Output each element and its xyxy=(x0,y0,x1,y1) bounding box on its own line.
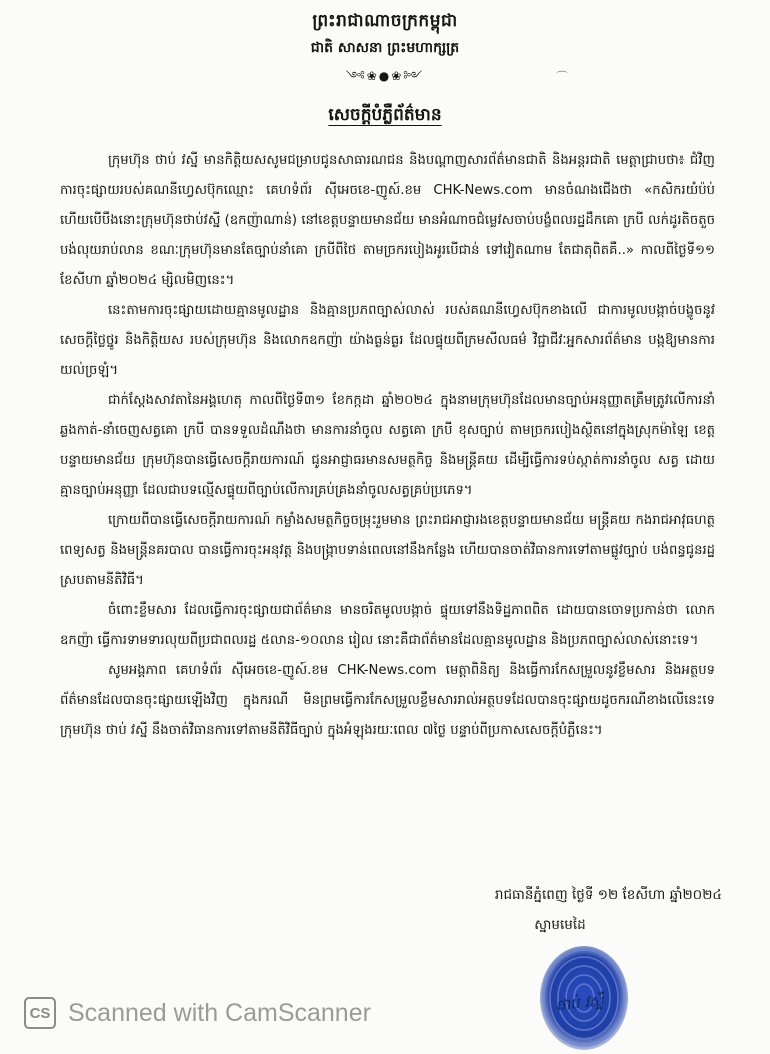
camscanner-watermark xyxy=(24,996,371,1030)
document-body xyxy=(60,146,715,746)
kingdom-heading: ព្រះរាជាណាចក្រកម្ពុជា xyxy=(312,11,458,31)
signature-label: ស្នាមមេដៃ xyxy=(534,917,586,933)
national-motto: ជាតិ សាសនា ព្រះមហាក្សត្រ xyxy=(310,40,460,56)
document-title: សេចក្ដីបំភ្លឺព័ត៌មាន xyxy=(328,105,442,125)
paragraph-4: ក្រោយពីបានធ្វើសេចក្ដីរាយការណ៍ កម្លាំងសមត្ថកិច្ចចម្រុះរួមមាន ព្រះរាជអាជ្ញារងខេត្តបន្ទាយមានជ័យ មន្ត្រីគយ កងរាជអាវុធហត្ថ ពេទ្យសត្វ និងមន្ត្រីនគរបាល បានធ្វើការចុះអនុវត្ត និងបង្ក្រាបទាន់ពេលនៅនឹងកន្លែង ហើយបានចាត់វិធានការទៅតាមផ្លូវច្បាប់ បង់ពន្ធជូនរដ្ឋស្របតាមនីតិវិធី។ xyxy=(60,513,715,588)
ornament-divider: ༺❀●❀༻ xyxy=(345,69,425,83)
paragraph-1: ក្រុមហ៊ុន ថាប់ វស្នី មានកិត្តិយសសូមជម្រាបជូនសាធារណជន និងបណ្ដាញសារព័ត៌មានជាតិ និងអន្តរជាតិ មេត្តាជ្រាបថា៖ ជំវិញការចុះផ្សាយរបស់គណនីហ្វេសប៊ុកឈ្មោះ គេហទំព័រ ស៊ីអេចខេ-ញូស៍.ខម CHK-News.com មានចំណងជើងថា «កសិករយំប៉ប់ហើយបើបឹងនោះក្រុមហ៊ុនថាប់វស្នី (ឧកញ៉ាណាន់) នៅខេត្តបន្ទាយមានជ័យ មានអំណាចជំម្លេវសចាប់បង្ខំពលរដ្ឋដឹកគោ ក្របី លក់ដូរតិចតួច បង់លុយរាប់លាន ខណៈក្រុមហ៊ុនមានតែច្បាប់នាំគោ ក្របីពីថៃ តាមច្រករបៀងអូរបើជាន់ ទៅវៀតណាម តែជាតុពិតគឺ..» កាលពីថ្ងៃទី១១ ខែសីហា ឆ្នាំ២០២៤ ម្សិលមិញនេះ។ xyxy=(60,153,715,288)
camscanner-logo-icon: CS xyxy=(24,997,56,1029)
paragraph-5: ចំពោះខ្លឹមសារ ដែលធ្វើការចុះផ្សាយជាព័ត៌មាន មានចរិតមូលបង្កាច់ ផ្ទុយទៅនឹងទិដ្ឋភាពពិត ដោយបានចោទប្រកាន់ថា លោកឧកញ៉ា ធ្វើការទាមទារលុយពីប្រជាពលរដ្ឋ ៥លាន-១០លាន រៀល នោះគឺជាព័ត៌មានដែលគ្មានមូលដ្ឋាន និងប្រភពច្បាស់លាស់នោះទេ។ xyxy=(60,603,715,648)
camscanner-label: Scanned with CamScanner xyxy=(68,998,371,1027)
paragraph-2: នេះតាមការចុះផ្សាយដោយគ្មានមូលដ្ឋាន និងគ្មានប្រភពច្បាស់លាស់ របស់គណនីហ្វេសប៊ុកខាងលើ ជាការមូលបង្កាច់បង្ខូចនូវ សេចក្ដីថ្លៃថ្នូរ និងកិត្តិយស របស់ក្រុមហ៊ុន និងលោកឧកញ៉ា យ៉ាងធ្ងន់ធ្ងរ ដែលផ្ទុយពីក្រមសីលធម៌ វិជ្ជាជីវៈអ្នកសារព័ត៌មាន បង្កឱ្យមានការយល់ច្រឡំ។ xyxy=(60,303,715,378)
signature-handwriting: ថាប់ វស្នី xyxy=(554,991,605,1015)
pen-mark-icon: ⌒ xyxy=(556,70,569,84)
place-and-date: រាជធានីភ្នំពេញ ថ្ងៃទី ១២ ខែសីហា ឆ្នាំ២០២៤ xyxy=(494,887,722,903)
paragraph-6: សូមអង្គភាព គេហទំព័រ ស៊ីអេចខេ-ញូស៍.ខម CHK-News.com មេត្តាពិនិត្យ និងធ្វើការកែសម្រួលនូវខ្លឹមសារ និងអត្ថបទព័ត៌មានដែលបានចុះផ្សាយឡើងវិញ ក្នុងករណី មិនព្រមធ្វើការកែសម្រួលខ្លឹមសាររាល់អត្ថបទដែលបានចុះផ្សាយដូចករណីខាងលើនេះទេ ក្រុមហ៊ុន ថាប់ វស្នី នឹងចាត់វិធានការទៅតាមនីតិវិធីច្បាប់ ក្នុងអំឡុងរយៈពេល ៧ថ្ងៃ បន្ទាប់ពីប្រកាសសេចក្ដីបំភ្លឺនេះ។ xyxy=(60,663,715,738)
paragraph-3: ជាក់ស្ដែងសាវតានៃអង្គហេតុ កាលពីថ្ងៃទី៣១ ខែកក្កដា ឆ្នាំ២០២៤ ក្នុងនាមក្រុមហ៊ុនដែលមានច្បាប់អនុញ្ញាតត្រឹមត្រូវលើការនាំឆ្លងកាត់-នាំចេញសត្វគោ ក្របី បានទទួលដំណឹងថា មានការនាំចូល សត្វគោ ក្របី ខុសច្បាប់ តាមច្រករបៀងស្ថិតនៅក្នុងស្រុកម៉ាឡៃ ខេត្តបន្ទាយមានជ័យ ក្រុមហ៊ុនបានធ្វើសេចក្ដីរាយការណ៍ ជូនអាជ្ញាធរមានសមត្ថកិច្ច និងមន្ត្រីគយ ដើម្បីធ្វើការទប់ស្កាត់ការនាំចូល សត្វ ដោយគ្មានច្បាប់អនុញ្ញា ដែលជាបទល្មើសផ្ទុយពីច្បាប់លើការគ្រប់គ្រងនាំចូលសត្វគ្រប់ប្រភេទ។ xyxy=(60,393,715,498)
